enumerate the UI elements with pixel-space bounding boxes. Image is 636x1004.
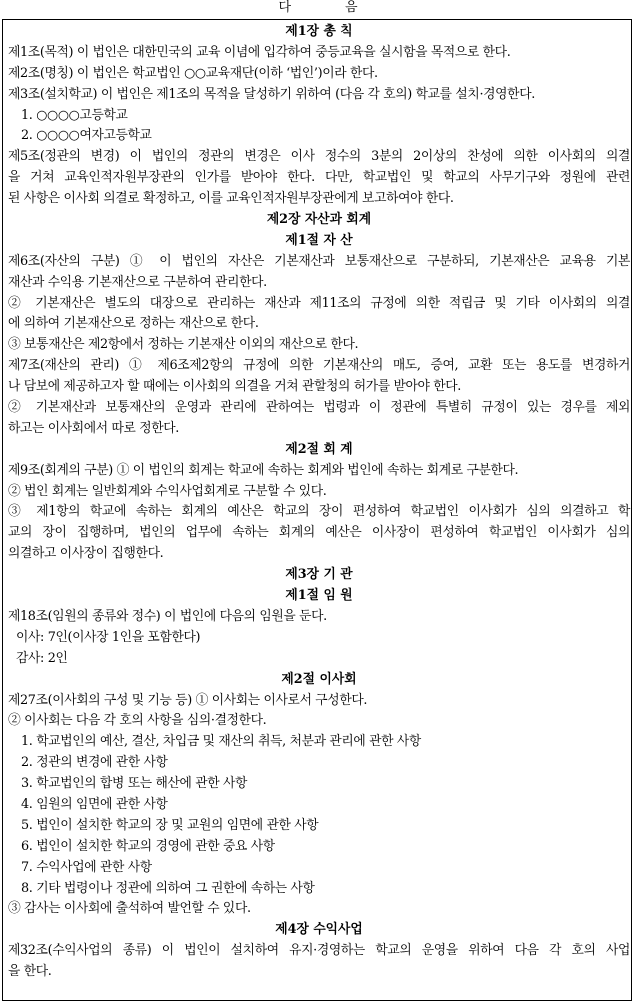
text-line: 2. 정관의 변경에 관한 사항: [21, 755, 168, 771]
text-line: 3. 학교법인의 합병 또는 해산에 관한 사항: [21, 776, 248, 792]
text-line: 재산과 수익용 기본재산으로 구분하여 관리한다.: [8, 274, 267, 290]
text-line: 하고는 이사회에서 따로 정한다.: [8, 420, 180, 436]
text-line: 8. 기타 법령이나 정관에 의하여 그 권한에 속하는 사항: [21, 880, 315, 896]
text-line: 제9조(회계의 구분) ① 이 법인의 회계는 학교에 속하는 회계와 법인에 속하는 회계로 구분한다.: [8, 462, 519, 478]
text-line: 제5조(정관의 변경) 이 법인의 정관의 변경은 이사 정수의 3분의 2이상의 찬성에 의한 이사회의 의결: [8, 149, 630, 165]
text-line: ② 법인 회계는 일반회계와 수익사업회계로 구분할 수 있다.: [8, 483, 327, 499]
articles-box: [2, 19, 632, 1001]
text-line: ② 이사회는 다음 각 호의 사항을 심의·결정한다.: [8, 713, 267, 729]
document-header: [0, 0, 636, 20]
text-line: 된 사항은 이사회 의결로 확정하고, 이를 교육인적자원부장관에게 보고하여야 한다.: [8, 191, 454, 207]
text-line: 교의 장이 집행하며, 법인의 업무에 속하는 회계의 예산은 이사장이 편성하여 학교법인 이사회가 심의: [8, 525, 630, 541]
section-heading: 제4장 수익사업: [275, 922, 363, 938]
header-char-right: 음: [345, 0, 358, 15]
text-line: 1. 학교법인의 예산, 결산, 차입금 및 재산의 취득, 처분과 관리에 관한 사항: [21, 734, 421, 750]
text-line: 제6조(자산의 구분) ① 이 법인의 자산은 기본재산과 보통재산으로 구분하되, 기본재산은 교육용 기본: [8, 253, 630, 269]
text-line: 5. 법인이 설치한 학교의 장 및 교원의 임면에 관한 사항: [21, 817, 319, 833]
text-line: 감사: 2인: [16, 650, 68, 666]
section-heading: 제1절 자 산: [285, 232, 353, 248]
text-line: 제18조(임원의 종류와 정수) 이 법인에 다음의 임원을 둔다.: [8, 608, 327, 624]
articles-content: [8, 22, 630, 983]
text-line: 제3조(설치학교) 이 법인은 제1조의 목적을 달성하기 위하여 (다음 각 호의) 학교를 설치·경영한다.: [8, 86, 535, 102]
text-line: 4. 임원의 임면에 관한 사항: [21, 796, 168, 812]
text-line: 제32조(수익사업의 종류) 이 법인이 설치하여 유지·경영하는 학교의 운영을 위하여 다음 각 호의 사업: [8, 943, 630, 959]
text-line: 제2조(명칭) 이 법인은 학교법인 ○○교육재단(이하 ‘법인’)이라 한다.: [8, 65, 378, 81]
text-line: 이사: 7인(이사장 1인을 포함한다): [16, 629, 201, 645]
text-line: 7. 수익사업에 관한 사항: [21, 859, 152, 875]
text-line: ③ 보통재산은 제2항에서 정하는 기본재산 이외의 재산으로 한다.: [8, 337, 359, 353]
text-line: ③ 제1항의 학교에 속하는 회계의 예산은 학교의 장이 편성하여 학교법인 이사회가 심의 의결하고 학: [8, 504, 630, 520]
text-line: 나 담보에 제공하고자 할 때에는 이사회의 의결을 거쳐 관할청의 허가를 받아야 한다.: [8, 379, 462, 395]
section-heading: 제2절 이사회: [281, 671, 357, 687]
text-line: 을 한다.: [8, 964, 52, 980]
section-heading: 제1장 총 칙: [285, 24, 353, 39]
text-line: ③ 감사는 이사회에 출석하여 발언할 수 있다.: [8, 901, 251, 917]
text-line: 의결하고 이사장이 집행한다.: [8, 546, 164, 562]
text-line: 제27조(이사회의 구성 및 기능 등) ① 이사회는 이사로서 구성한다.: [8, 692, 368, 708]
section-heading: 제3장 기 관: [285, 567, 353, 583]
section-heading: 제2장 자산과 회계: [266, 212, 372, 228]
text-line: 제7조(재산의 관리) ① 제6조제2항의 규정에 의한 기본재산의 매도, 증여, 교환 또는 용도를 변경하거: [8, 358, 630, 374]
text-line: 6. 법인이 설치한 학교의 경영에 관한 중요 사항: [21, 838, 275, 854]
section-heading: 제2절 회 계: [285, 441, 353, 457]
text-line: ② 기본재산과 보통재산의 운영과 관리에 관하여는 법령과 이 정관에 특별히 규정이 있는 경우를 제외: [8, 400, 630, 416]
section-heading: 제1절 임 원: [285, 588, 353, 604]
header-char-left: 다: [278, 0, 291, 15]
text-line: 제1조(목적) 이 법인은 대한민국의 교육 이념에 입각하여 중등교육을 실시함을 목적으로 한다.: [8, 44, 511, 60]
text-line: 을 거쳐 교육인적자원부장관의 인가를 받아야 한다. 다만, 학교법인 및 학교의 사무기구와 정원에 관련: [8, 170, 630, 186]
text-line: ② 기본재산은 별도의 대장으로 관리하는 재산과 제11조의 규정에 의한 적립금 및 기타 이사회의 의결: [8, 295, 630, 311]
text-line: 에 의하여 기본재산으로 정하는 재산으로 한다.: [8, 316, 259, 332]
text-line: 2. ○○○○여자고등학교: [21, 128, 152, 144]
text-line: 1. ○○○○고등학교: [21, 107, 128, 123]
